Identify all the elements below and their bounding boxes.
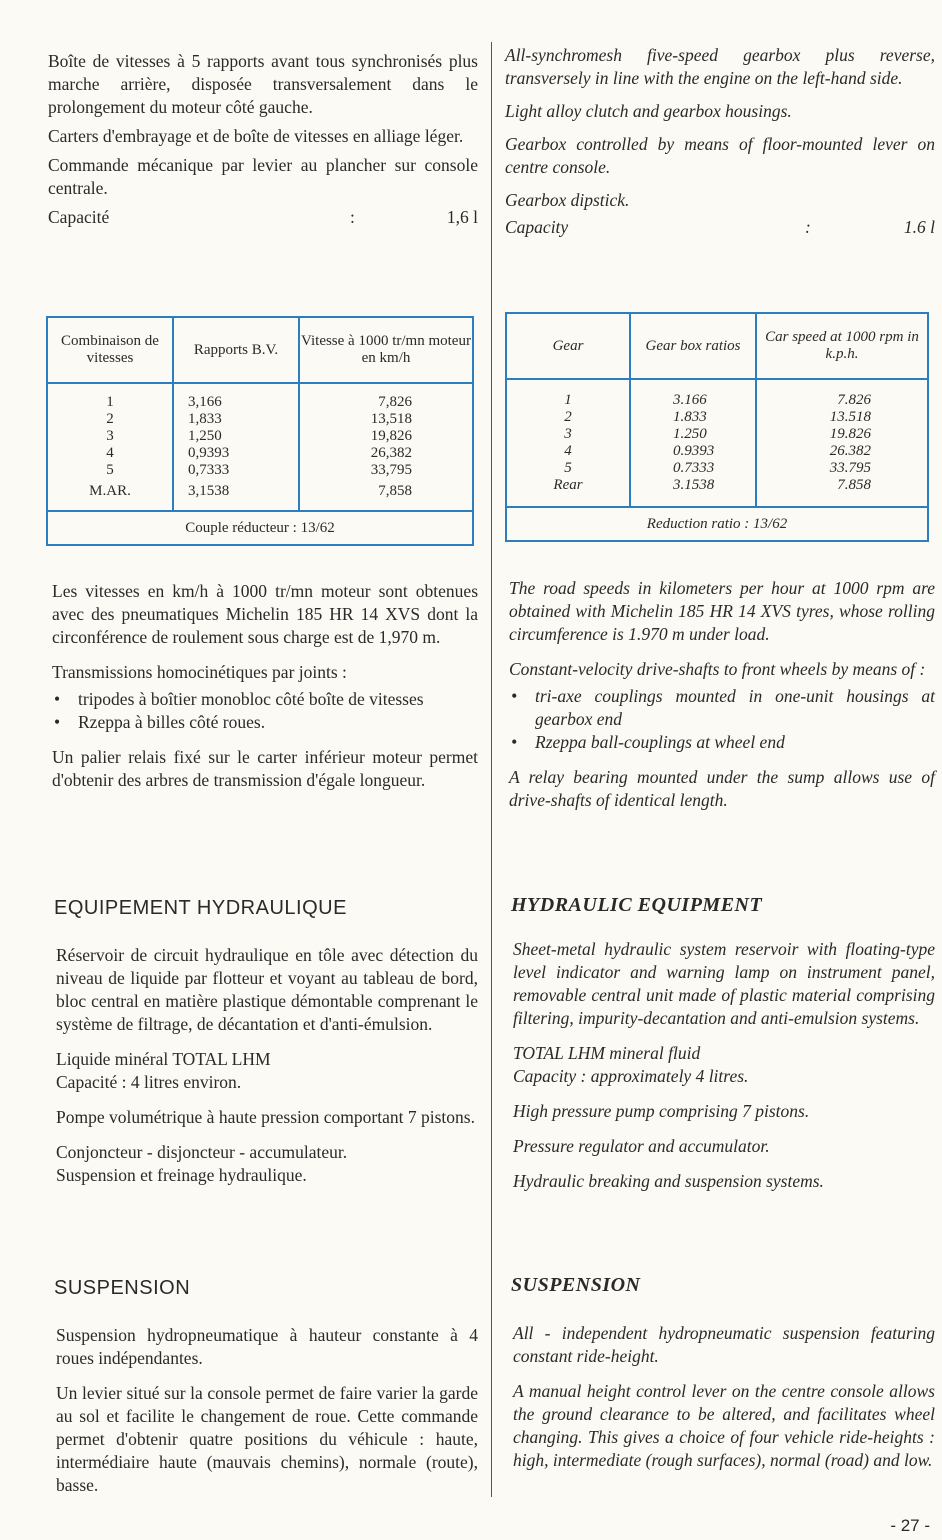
- en-suspension-section: [513, 1322, 935, 1472]
- fr-suspension-title: SUSPENSION: [54, 1277, 191, 1299]
- fr-gear-cell: M.AR.: [89, 483, 131, 499]
- en-joint-list: [509, 685, 935, 754]
- fr-joint-list: [52, 688, 478, 734]
- en-capacity-colon: :: [805, 217, 811, 237]
- fr-gear-cell: 5: [106, 462, 114, 478]
- fr-hydraulic-p3: Pompe volumétrique à haute pression comportant 7 pistons.: [56, 1107, 475, 1127]
- fr-col-speeds: [299, 383, 473, 511]
- en-col-gears: [506, 379, 630, 507]
- en-th-speed: Car speed at 1000 rpm in k.p.h.: [756, 313, 928, 379]
- fr-gear-cell: 1: [106, 394, 114, 410]
- en-speed-cell: 33.795: [829, 460, 871, 476]
- en-th-gear: Gear: [506, 313, 630, 379]
- fr-ratio-cell: 3,166: [188, 394, 222, 410]
- en-hydraulic-p2b: Capacity : approximately 4 litres.: [513, 1066, 749, 1086]
- fr-hydraulic-section: [56, 944, 478, 1187]
- fr-capacity-colon: :: [350, 207, 355, 227]
- fr-suspension-section: [56, 1324, 478, 1497]
- en-capacity-value: 1.6 l: [903, 217, 935, 237]
- en-ratio-cell: 0.7333: [673, 460, 715, 476]
- en-capacity-row: [505, 216, 935, 239]
- fr-table-footer: Couple réducteur : 13/62: [47, 511, 473, 545]
- fr-transmission-p2: Transmissions homocinétiques par joints :: [52, 662, 347, 682]
- en-hydraulic-title: HYDRAULIC EQUIPMENT: [511, 894, 763, 916]
- fr-suspension-p2: Un levier situé sur la console permet de faire varier la garde au sol et facilite le changement de roue. Cette commande permet d'obtenir quatre positions du véhicule : haute, intermédiaire haute (mauvais chemins), normale (route), basse.: [56, 1383, 478, 1495]
- en-gear-table: [505, 312, 929, 542]
- fr-transmission-section: [52, 580, 478, 792]
- fr-ratio-cell: 0,9393: [188, 445, 230, 461]
- fr-speed-cell: 13,518: [370, 411, 412, 427]
- en-gear-cell: 1: [564, 392, 572, 408]
- fr-speed-cell: 19,826: [370, 428, 412, 444]
- en-col-speeds: [756, 379, 928, 507]
- fr-col-gears: [47, 383, 173, 511]
- en-suspension-title: SUSPENSION: [511, 1274, 641, 1296]
- en-gearbox-p2: Light alloy clutch and gearbox housings.: [505, 101, 792, 121]
- en-gearbox-p4: Gearbox dipstick.: [505, 190, 630, 210]
- fr-gearbox-p1: Boîte de vitesses à 5 rapports avant tous synchronisés plus marche arrière, disposée transversalement dans le prolongement du moteur côté gauche.: [48, 51, 478, 117]
- en-suspension-p1: All - independent hydropneumatic suspension featuring constant ride-height.: [513, 1323, 935, 1366]
- en-ratio-cell: 1.250: [673, 426, 707, 442]
- en-ratio-cell: 1.833: [673, 409, 707, 425]
- en-table-footer: Reduction ratio : 13/62: [506, 507, 928, 541]
- en-hydraulic-p3: High pressure pump comprising 7 pistons.: [513, 1101, 810, 1121]
- en-speed-cell: 7.826: [837, 392, 871, 408]
- fr-capacity-value: 1,6 l: [446, 207, 478, 227]
- list-item: • Rzeppa à billes côté roues.: [52, 711, 478, 734]
- fr-capacity-label: Capacité: [48, 207, 110, 227]
- fr-th-speed: Vitesse à 1000 tr/mn moteur en km/h: [299, 317, 473, 383]
- en-gear-cell: 4: [564, 443, 572, 459]
- fr-ratio-cell: 1,250: [188, 428, 222, 444]
- fr-speed-cell: 7,826: [378, 394, 412, 410]
- list-item: • tri-axe couplings mounted in one-unit housings at gearbox end: [509, 685, 935, 731]
- fr-gearbox-p3: Commande mécanique par levier au plancher sur console centrale.: [48, 155, 478, 198]
- fr-hydraulic-title: EQUIPEMENT HYDRAULIQUE: [54, 897, 347, 919]
- en-gearbox-p3: Gearbox controlled by means of floor-mounted lever on centre console.: [505, 134, 935, 177]
- fr-th-ratio: Rapports B.V.: [173, 317, 299, 383]
- fr-speed-cell: 33,795: [370, 462, 412, 478]
- en-speed-cell: 19.826: [829, 426, 871, 442]
- fr-gear-table: [46, 316, 474, 546]
- en-ratio-cell: 3.166: [673, 392, 707, 408]
- en-hydraulic-p1: Sheet-metal hydraulic system reservoir with floating-type level indicator and warning lamp on instrument panel, removable central unit made of plastic material comprising filtering, impurity-decantation and anti-emulsion systems.: [513, 939, 935, 1028]
- en-speed-cell: 26.382: [829, 443, 871, 459]
- fr-hydraulic-p4b: Suspension et freinage hydraulique.: [56, 1165, 307, 1185]
- en-ratio-cell: 3.1538: [673, 477, 715, 493]
- en-transmission-p3: A relay bearing mounted under the sump allows use of drive-shafts of identical length.: [509, 767, 935, 810]
- fr-col-ratios: [173, 383, 299, 511]
- fr-ratio-cell: 1,833: [188, 411, 222, 427]
- en-gearbox-section: [505, 44, 935, 239]
- en-ratio-cell: 0.9393: [673, 443, 715, 459]
- fr-hydraulic-p2a: Liquide minéral TOTAL LHM: [56, 1049, 271, 1069]
- en-gear-cell: 3: [564, 426, 572, 442]
- en-speed-cell: 7.858: [837, 477, 871, 493]
- en-gearbox-p1: All-synchromesh five-speed gearbox plus reverse, transversely in line with the engine on the left-hand side.: [505, 45, 935, 88]
- fr-th-gear: Combinaison de vitesses: [47, 317, 173, 383]
- fr-capacity-row: [48, 206, 478, 229]
- list-item: • Rzeppa ball-couplings at wheel end: [509, 731, 935, 754]
- fr-ratio-cell: 0,7333: [188, 462, 230, 478]
- column-divider: [491, 42, 492, 1497]
- en-transmission-p2: Constant-velocity drive-shafts to front wheels by means of :: [509, 659, 926, 679]
- en-gear-cell: Rear: [553, 477, 583, 493]
- fr-gear-cell: 3: [106, 428, 114, 444]
- fr-suspension-p1: Suspension hydropneumatique à hauteur constante à 4 roues indépendantes.: [56, 1325, 478, 1368]
- en-hydraulic-p5: Hydraulic breaking and suspension systems.: [513, 1171, 824, 1191]
- en-col-ratios: [630, 379, 756, 507]
- en-th-ratio: Gear box ratios: [630, 313, 756, 379]
- fr-speed-cell: 7,858: [378, 483, 412, 499]
- en-hydraulic-p4: Pressure regulator and accumulator.: [513, 1136, 770, 1156]
- fr-transmission-p1: Les vitesses en km/h à 1000 tr/mn moteur sont obtenues avec des pneumatiques Michelin 185 HR 14 XVS dont la circonférence de roulement sous charge est de 1,970 m.: [52, 581, 478, 647]
- fr-hydraulic-p1: Réservoir de circuit hydraulique en tôle avec détection du niveau de liquide par flotteur et voyant au tableau de bord, bloc central en matière plastique démontable comprenant le système de filtrage, de décantation et d'anti-émulsion.: [56, 945, 478, 1034]
- fr-gearbox-p2: Carters d'embrayage et de boîte de vitesses en alliage léger.: [48, 126, 464, 146]
- en-gear-cell: 5: [564, 460, 572, 476]
- en-speed-cell: 13.518: [829, 409, 871, 425]
- en-capacity-label: Capacity: [505, 217, 569, 237]
- en-gear-cell: 2: [564, 409, 572, 425]
- fr-gearbox-section: [48, 50, 478, 229]
- fr-hydraulic-p4a: Conjoncteur - disjoncteur - accumulateur.: [56, 1142, 348, 1162]
- en-transmission-p1: The road speeds in kilometers per hour at 1000 rpm are obtained with Michelin 185 HR 14 XVS tyres, whose rolling circumference is 1.970 m under load.: [509, 578, 935, 644]
- fr-transmission-p3: Un palier relais fixé sur le carter inférieur moteur permet d'obtenir des arbres de transmission d'égale longueur.: [52, 747, 478, 790]
- list-item: • tripodes à boîtier monobloc côté boîte de vitesses: [52, 688, 478, 711]
- en-hydraulic-p2a: TOTAL LHM mineral fluid: [513, 1043, 701, 1063]
- fr-ratio-cell: 3,1538: [188, 483, 230, 499]
- fr-hydraulic-p2b: Capacité : 4 litres environ.: [56, 1072, 242, 1092]
- fr-speed-cell: 26,382: [370, 445, 412, 461]
- en-hydraulic-section: [513, 938, 935, 1193]
- fr-gear-cell: 4: [106, 445, 114, 461]
- page-number: - 27 -: [890, 1516, 930, 1535]
- en-transmission-section: [509, 577, 935, 812]
- en-suspension-p2: A manual height control lever on the centre console allows the ground clearance to be altered, and facilitates wheel changing. This gives a choice of four vehicle ride-heights : high, intermediate (rough surfaces), normal (road) and low.: [513, 1381, 935, 1470]
- fr-gear-cell: 2: [106, 411, 114, 427]
